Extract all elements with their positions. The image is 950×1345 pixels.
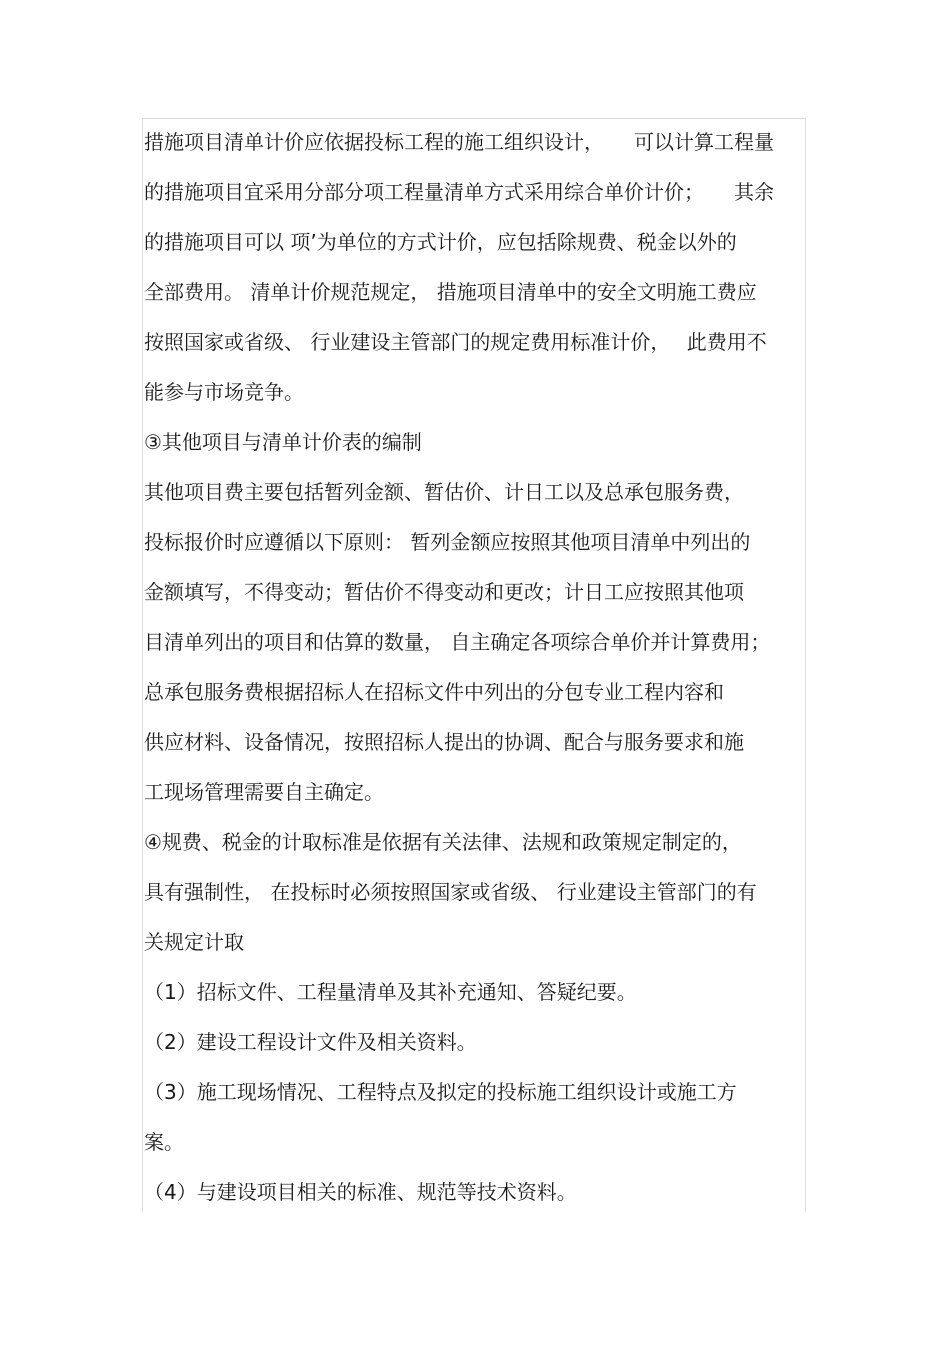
paragraph-line: 供应材料、设备情况，按照招标人提出的协调、配合与服务要求和施 (144, 730, 744, 754)
paragraph-line: 金额填写，不得变动；暂估价不得变动和更改；计日工应按照其他项 (144, 580, 744, 604)
list-item: 案。 (144, 1130, 184, 1154)
paragraph-line: 总承包服务费根据招标人在招标文件中列出的分包专业工程内容和 (144, 680, 724, 704)
paragraph-line: 投标报价时应遵循以下原则： 暂列金额应按照其他项目清单中列出的 (144, 530, 751, 554)
paragraph-line: 其他项目费主要包括暂列金额、暂估价、计日工以及总承包服务费， (144, 480, 744, 504)
list-item: （1）招标文件、工程量清单及其补充通知、答疑纪要。 (144, 980, 637, 1004)
paragraph-line: 工现场管理需要自主确定。 (144, 780, 384, 804)
paragraph-line: 能参与市场竞争。 (144, 380, 304, 404)
paragraph-line: 目清单列出的项目和估算的数量， 自主确定各项综合单价并计算费用； (144, 630, 771, 654)
document-body (144, 117, 814, 1217)
list-item: （4）与建设项目相关的标准、规范等技术资料。 (144, 1180, 577, 1204)
list-item: （3）施工现场情况、工程特点及拟定的投标施工组织设计或施工方 (144, 1080, 737, 1104)
paragraph-line: 措施项目清单计价应依据投标工程的施工组织设计， 可以计算工程量 (144, 130, 774, 154)
section-heading: ③其他项目与清单计价表的编制 (144, 430, 422, 454)
paragraph-line: 关规定计取 (144, 930, 244, 954)
paragraph-line: 按照国家或省级、 行业建设主管部门的规定费用标准计价， 此费用不 (144, 330, 767, 354)
paragraph-line: 具有强制性， 在投标时必须按照国家或省级、 行业建设主管部门的有 (144, 880, 757, 904)
list-item: （2）建设工程设计文件及相关资料。 (144, 1030, 477, 1054)
paragraph-line: 的措施项目可以 项’为单位的方式计价，应包括除规费、税金以外的 (144, 230, 737, 254)
paragraph-line: 的措施项目宜采用分部分项工程量清单方式采用综合单价计价； 其余 (144, 180, 774, 204)
paragraph-line: ④规费、税金的计取标准是依据有关法律、法规和政策规定制定的， (144, 830, 742, 854)
paragraph-line: 全部费用。 清单计价规范规定， 措施项目清单中的安全文明施工费应 (144, 280, 757, 304)
